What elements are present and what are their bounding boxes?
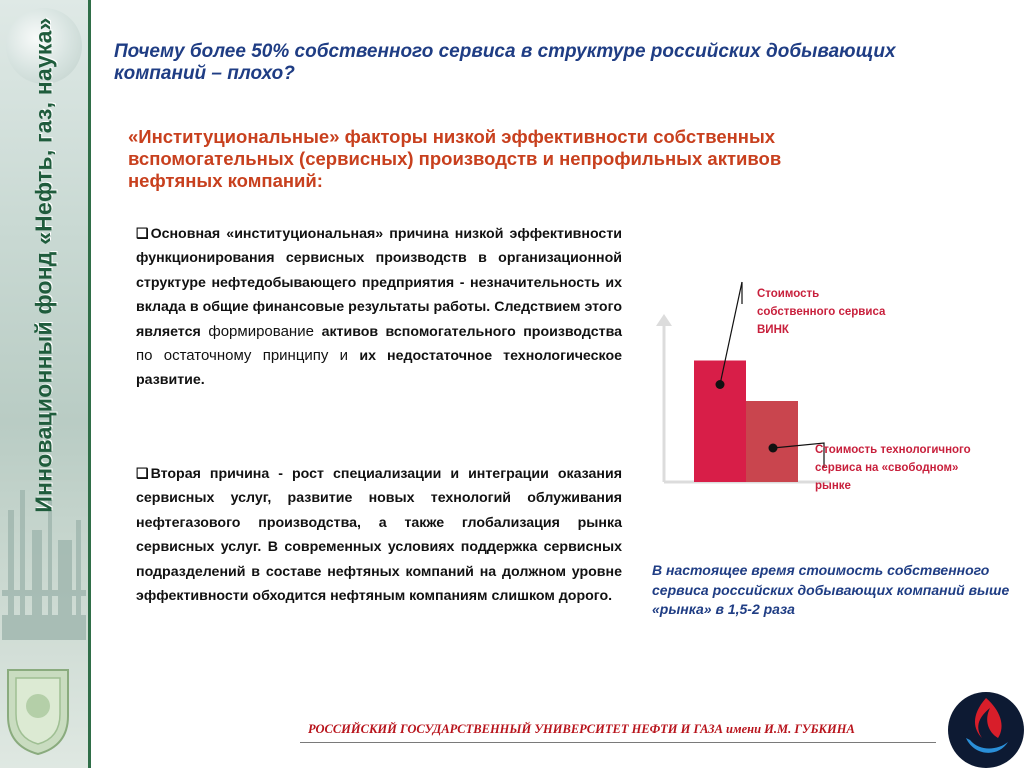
marker-dot-market [769, 444, 778, 453]
conclusion-text: В настоящее время стоимость собственного сервиса российских добывающих компаний выше «рынка» в 1,5-2 раза [652, 562, 1010, 617]
checkbox-bullet-icon: ❑ [136, 225, 149, 241]
paragraph-second-reason [136, 461, 622, 608]
paragraph1-part4: по остаточному принципу и [136, 347, 360, 365]
region-emblem [2, 664, 74, 758]
bar-own-service [694, 361, 746, 483]
label-own-service-cost: Стоимость собственного сервиса ВИНК [757, 288, 886, 336]
paragraph2-text: Вторая причина - рост специализации и интеграции оказания сервисных услуг, развитие новых технологий облуживания нефтегазового производства, а также глобализация рынка сервисных услуг. В современных условиях поддержка сервисных подразделений в составе нефтяных компаний на должном уровне эффективности обходится нефтяным компаниям слишком дорого. [136, 466, 622, 605]
slide-title: Почему более 50% собственного сервиса в структуре российских добывающих компаний – плохо? [114, 41, 896, 84]
bar-market-service [746, 401, 798, 482]
marker-dot-own [716, 380, 725, 389]
paragraph1-part3: активов вспомогательного производства [321, 323, 622, 340]
paragraph-main-reason [136, 221, 622, 393]
label-market-service-cost: Стоимость технологичного сервиса на «свободном» рынке [815, 444, 971, 492]
sidebar-title-text: Инновационный фонд «Нефть, газ, наука» [30, 17, 57, 513]
sidebar-divider [88, 0, 91, 768]
paragraph1-part1: Основная «институциональная» причина низкой эффективности функционирования сервисных производств в организационной структуре нефтедобывающего предприятия - незначительность их вклада в общие финансовые результаты работы. Следствием этого является [136, 226, 622, 340]
slide-subtitle: «Институциональные» факторы низкой эффективности собственных вспомогательных (сервисных) производств и непрофильных активов нефтяных компаний: [128, 126, 782, 191]
checkbox-bullet-icon: ❑ [136, 465, 149, 481]
paragraph1-part2: формирование [200, 322, 322, 340]
y-axis-arrow-icon [656, 314, 672, 326]
footer-university-name: РОССИЙСКИЙ ГОСУДАРСТВЕННЫЙ УНИВЕРСИТЕТ НЕФТИ И ГАЗА имени И.М. ГУБКИНА [308, 722, 855, 736]
university-logo-icon [940, 686, 1024, 768]
footer-divider [300, 742, 936, 743]
paragraph1-part5: их недостаточное технологическое развитие. [136, 348, 622, 389]
